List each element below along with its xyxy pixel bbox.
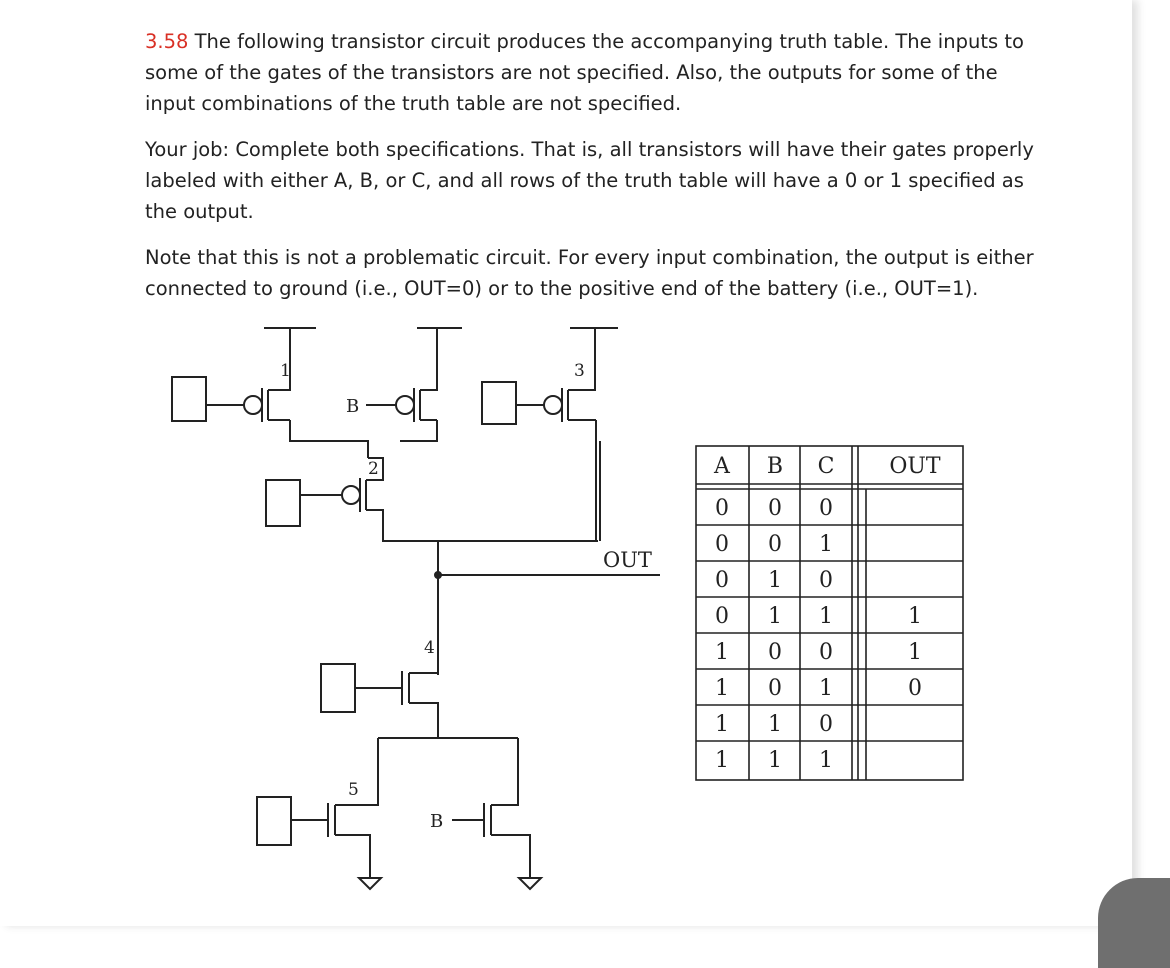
table-header-b: B bbox=[766, 454, 784, 479]
table-cell: 1 bbox=[768, 604, 782, 629]
table-cell: 1 bbox=[819, 748, 833, 773]
transistor-label-2: 2 bbox=[368, 459, 379, 479]
table-cell: 1 bbox=[715, 748, 729, 773]
gate-input-box-4[interactable] bbox=[321, 664, 355, 712]
table-cell-out[interactable]: 0 bbox=[908, 676, 922, 701]
transistor-label-3: 3 bbox=[574, 361, 585, 381]
table-cell: 0 bbox=[768, 532, 782, 557]
gate-input-box-5[interactable] bbox=[257, 797, 291, 845]
transistor-label-5: 5 bbox=[348, 780, 359, 800]
table-cell-out[interactable]: 1 bbox=[908, 640, 922, 665]
gate-input-box-3[interactable] bbox=[482, 382, 516, 424]
gate-input-box-2[interactable] bbox=[266, 480, 300, 526]
transistor-b-bottom bbox=[430, 738, 541, 889]
table-header-out: OUT bbox=[889, 454, 941, 479]
table-cell: 0 bbox=[768, 676, 782, 701]
table-header-c: C bbox=[817, 454, 835, 479]
table-cell-out[interactable]: 1 bbox=[908, 604, 922, 629]
truth-table bbox=[696, 446, 963, 780]
corner-tab bbox=[1098, 878, 1170, 968]
table-cell: 0 bbox=[768, 640, 782, 665]
table-header-a: A bbox=[714, 454, 730, 479]
table-cell: 1 bbox=[768, 568, 782, 593]
transistor-5 bbox=[257, 738, 381, 889]
table-cell: 1 bbox=[715, 712, 729, 737]
transistor-label-1: 1 bbox=[280, 361, 291, 381]
transistor-label-4: 4 bbox=[424, 638, 435, 658]
table-cell: 0 bbox=[819, 568, 833, 593]
output-label: OUT bbox=[603, 548, 652, 572]
transistor-b-top bbox=[346, 328, 462, 441]
transistor-2 bbox=[266, 458, 438, 541]
table-cell: 1 bbox=[715, 640, 729, 665]
transistor-4 bbox=[321, 638, 518, 738]
gate-input-box-1[interactable] bbox=[172, 377, 206, 421]
table-cell: 1 bbox=[819, 604, 833, 629]
output-node bbox=[435, 541, 660, 675]
table-cell: 0 bbox=[819, 640, 833, 665]
table-cell: 0 bbox=[715, 532, 729, 557]
table-cell: 0 bbox=[715, 496, 729, 521]
table-cell: 0 bbox=[715, 604, 729, 629]
table-cell: 1 bbox=[819, 532, 833, 557]
transistor-1 bbox=[172, 328, 368, 458]
problem-number: 3.58 bbox=[145, 30, 189, 53]
table-cell: 1 bbox=[819, 676, 833, 701]
problem-note: Note that this is not a problematic circuit. For every input combination, the output is either connected to ground (i.e., OUT=0) or to the positive end of the battery (i.e., OUT=1). bbox=[145, 246, 1034, 300]
table-cell: 0 bbox=[819, 712, 833, 737]
problem-intro-text: The following transistor circuit produces the accompanying truth table. The inputs to some of the gates of the transistors are not specified. Also, the outputs for some of the input combinations of the truth table are not specified. bbox=[145, 30, 1024, 115]
table-cell: 1 bbox=[768, 748, 782, 773]
problem-task: Your job: Complete both specifications. That is, all transistors will have their gates properly labeled with either A, B, or C, and all rows of the truth table will have a 0 or 1 specified as the output. bbox=[145, 138, 1034, 223]
transistor-3 bbox=[482, 328, 618, 541]
gate-label-b-top: B bbox=[346, 396, 360, 417]
table-cell: 0 bbox=[768, 496, 782, 521]
table-cell: 0 bbox=[819, 496, 833, 521]
table-cell: 1 bbox=[768, 712, 782, 737]
table-cell: 1 bbox=[715, 676, 729, 701]
gate-label-b-bottom: B bbox=[430, 811, 444, 832]
table-cell: 0 bbox=[715, 568, 729, 593]
